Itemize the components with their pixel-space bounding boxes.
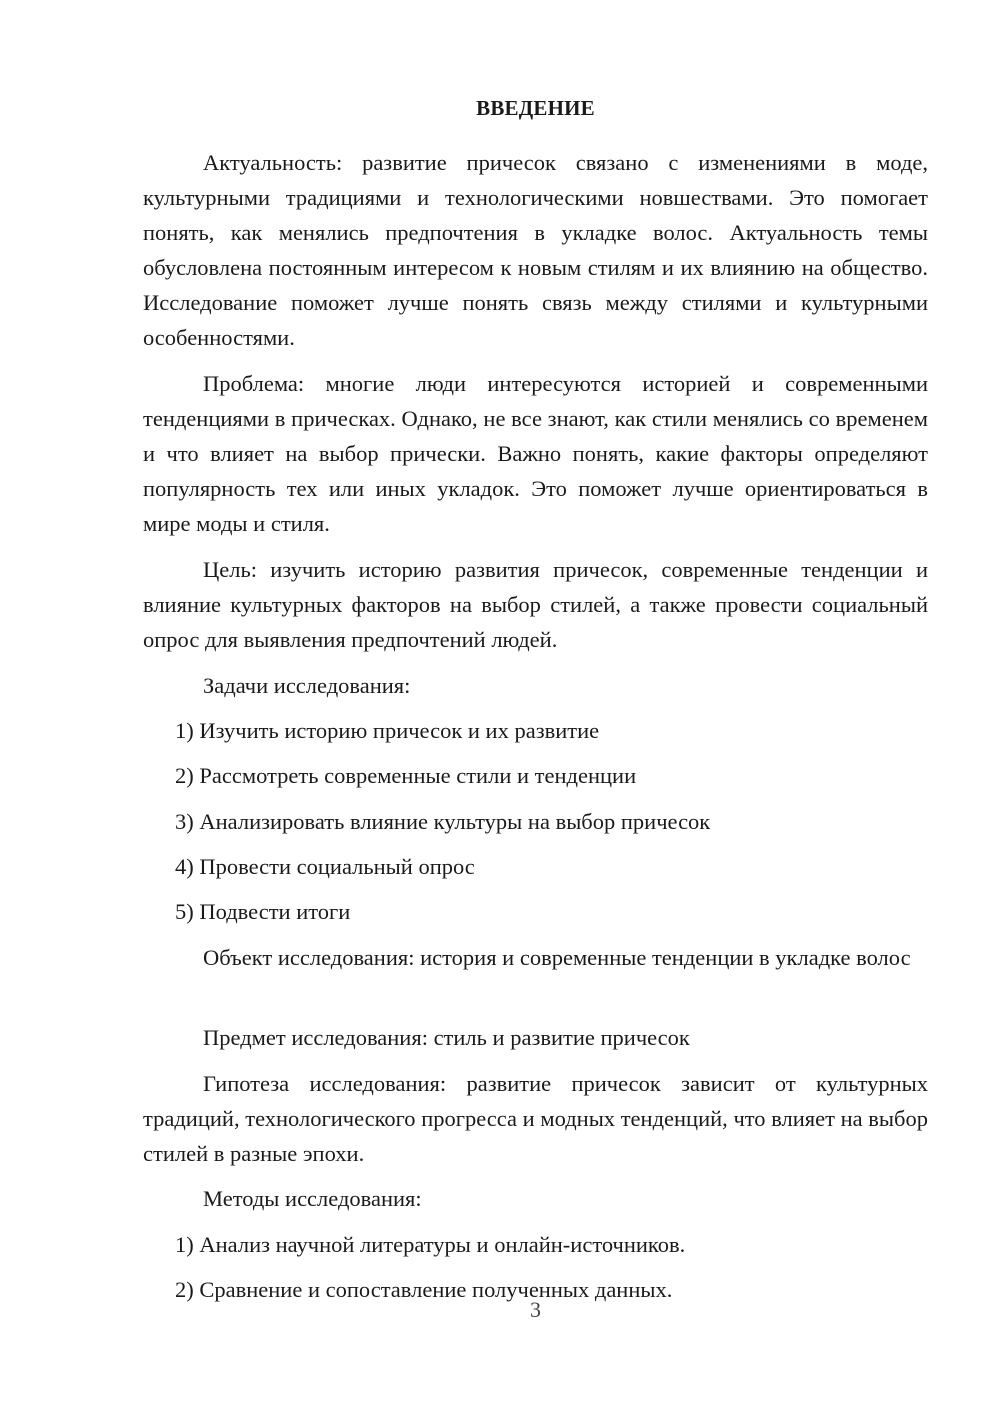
methods-title: Методы исследования:: [203, 1186, 422, 1211]
tasks-title: Задачи исследования:: [203, 673, 411, 698]
method-item-2: 2) Сравнение и сопоставление полученных данных.: [175, 1277, 673, 1302]
method-item-1: 1) Анализ научной литературы и онлайн-источников.: [175, 1232, 686, 1257]
task-item-1: 1) Изучить историю причесок и их развитие: [175, 718, 600, 743]
task-item-2: 2) Рассмотреть современные стили и тенденции: [175, 763, 637, 788]
paragraph-goal: Цель: изучить историю развития причесок, современные тенденции и влияние культурных факторов на выбор стилей, а также провести социальный опрос для выявления предпочтений людей.: [143, 557, 928, 652]
task-item-3: 3) Анализировать влияние культуры на выбор причесок: [175, 809, 711, 834]
paragraph-relevance: Актуальность: развитие причесок связано с изменениями в моде, культурными традициями и технологическими новшествами. Это помогает понять, как менялись предпочтения в укладке волос. Актуальность темы обусловлена постоянным интересом к новым стилям и их влиянию на общество. Исследование поможет лучше понять связь между стилями и культурными особенностями.: [143, 150, 928, 350]
paragraph-object: Объект исследования: история и современные тенденции в укладке волос: [203, 945, 911, 970]
paragraph-subject: Предмет исследования: стиль и развитие причесок: [203, 1025, 690, 1050]
paragraph-hypothesis: Гипотеза исследования: развитие причесок зависит от культурных традиций, технологического прогресса и модных тенденций, что влияет на выбор стилей в разные эпохи.: [143, 1071, 928, 1166]
task-item-4: 4) Провести социальный опрос: [175, 854, 475, 879]
page-number: 3: [530, 1297, 541, 1322]
task-item-5: 5) Подвести итоги: [175, 899, 351, 924]
section-heading: ВВЕДЕНИЕ: [476, 96, 595, 120]
paragraph-problem: Проблема: многие люди интересуются историей и современными тенденциями в прическах. Однако, не все знают, как стили менялись со временем и что влияет на выбор прически. Важно понять, какие факторы определяют популярность тех или иных укладок. Это поможет лучше ориентироваться в мире моды и стиля.: [143, 371, 928, 536]
